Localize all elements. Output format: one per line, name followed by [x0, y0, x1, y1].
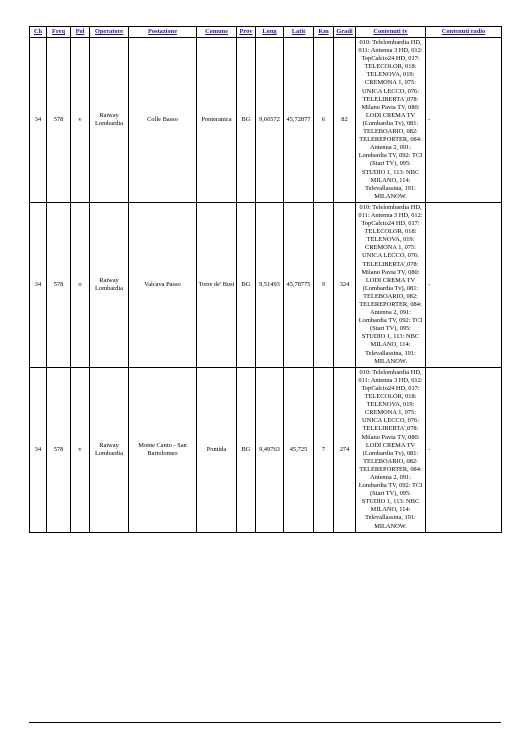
cell-operatore: Raiway Lombardia: [90, 202, 129, 367]
table-row: [30, 38, 502, 203]
cell-latit: 45,72877: [284, 38, 314, 203]
cell-km: 9: [314, 202, 334, 367]
cell-pol: v: [71, 367, 90, 532]
table-row: [30, 202, 502, 367]
cell-contenuti-radio: -: [426, 202, 502, 367]
column-header-long[interactable]: Long: [256, 27, 284, 38]
column-header-freq[interactable]: Freq: [47, 27, 71, 38]
cell-ch: 34: [30, 38, 47, 203]
column-header-operatore[interactable]: Operatore: [90, 27, 129, 38]
column-header-ch[interactable]: Ch: [30, 27, 47, 38]
cell-contenuti-tv: 010: Telelombardia HD, 011: Antenna 3 HD, 012: TopCalcio24 HD, 017: TELECOLOR, 018: TELENOVA, 019: CREMONA 1, 075: UNICA LECCO, 076: TELELIBERTA',078: Milano Pavia TV, 080: LODI CREMA TV (Lombardia Tv), 081: TELEBOARIO, 082: TELEREPORTER, 084: Antenna 2, 091: Lombardia TV, 092: TCI (Start TV), 095: STUDIO 1, 113: NBC MILANO, 114: Televallassina, 191: MILANOW.: [356, 367, 426, 532]
cell-postazione: Valcava Passo: [129, 202, 197, 367]
document-page: [29, 26, 501, 533]
column-header-pol[interactable]: Pol: [71, 27, 90, 38]
column-header-comune[interactable]: Comune: [197, 27, 237, 38]
cell-postazione: Colle Basso: [129, 38, 197, 203]
cell-gradi: 274: [334, 367, 356, 532]
table-row: [30, 367, 502, 532]
column-header-contenuti-tv[interactable]: Contenuti tv: [356, 27, 426, 38]
cell-prov: BG: [237, 38, 256, 203]
cell-operatore: Raiway Lombardia: [90, 38, 129, 203]
cell-contenuti-radio: -: [426, 38, 502, 203]
cell-comune: Torre de' Busi: [197, 202, 237, 367]
cell-contenuti-radio: -: [426, 367, 502, 532]
cell-prov: BG: [237, 367, 256, 532]
cell-prov: BG: [237, 202, 256, 367]
cell-long: 9,51493: [256, 202, 284, 367]
cell-comune: Pontida: [197, 367, 237, 532]
column-header-km[interactable]: Km: [314, 27, 334, 38]
header-row: [30, 27, 502, 38]
cell-ch: 34: [30, 367, 47, 532]
cell-postazione: Monte Canto - San Bartolomeo: [129, 367, 197, 532]
transmitter-table: [29, 26, 502, 533]
cell-latit: 45,725: [284, 367, 314, 532]
column-header-gradi[interactable]: Gradi: [334, 27, 356, 38]
cell-long: 9,49763: [256, 367, 284, 532]
cell-pol: v: [71, 38, 90, 203]
cell-gradi: 82: [334, 38, 356, 203]
cell-comune: Ponteranica: [197, 38, 237, 203]
cell-freq: 578: [47, 202, 71, 367]
cell-operatore: Raiway Lombardia: [90, 367, 129, 532]
cell-contenuti-tv: 010: Telelombardia HD, 011: Antenna 3 HD, 012: TopCalcio24 HD, 017: TELECOLOR, 018: TELENOVA, 019: CREMONA 1, 075: UNICA LECCO, 076: TELELIBERTA',078: Milano Pavia TV, 080: LODI CREMA TV (Lombardia Tv), 081: TELEBOARIO, 082: TELEREPORTER, 084: Antenna 2, 091: Lombardia TV, 092: TCI (Start TV), 095: STUDIO 1, 113: NBC MILANO, 114: Televallassina, 191: MILANOW.: [356, 202, 426, 367]
column-header-contenuti-radio[interactable]: Contenuti radio: [426, 27, 502, 38]
cell-km: 6: [314, 38, 334, 203]
column-header-latit[interactable]: Latit: [284, 27, 314, 38]
cell-latit: 45,78775: [284, 202, 314, 367]
cell-ch: 34: [30, 202, 47, 367]
cell-freq: 578: [47, 367, 71, 532]
cell-pol: o: [71, 202, 90, 367]
column-header-prov[interactable]: Prov: [237, 27, 256, 38]
footer-divider: [29, 722, 501, 723]
cell-contenuti-tv: 010: Telelombardia HD, 011: Antenna 3 HD, 012: TopCalcio24 HD, 017: TELECOLOR, 018: TELENOVA, 019: CREMONA 1, 075: UNICA LECCO, 076: TELELIBERTA',078: Milano Pavia TV, 080: LODI CREMA TV (Lombardia Tv), 081: TELEBOARIO, 082: TELEREPORTER, 084: Antenna 2, 091: Lombardia TV, 092: TCI (Start TV), 095: STUDIO 1, 113: NBC MILANO, 114: Televallassina, 191: MILANOW.: [356, 38, 426, 203]
cell-long: 9,66572: [256, 38, 284, 203]
cell-freq: 578: [47, 38, 71, 203]
cell-gradi: 324: [334, 202, 356, 367]
cell-km: 7: [314, 367, 334, 532]
column-header-postazione[interactable]: Postazione: [129, 27, 197, 38]
